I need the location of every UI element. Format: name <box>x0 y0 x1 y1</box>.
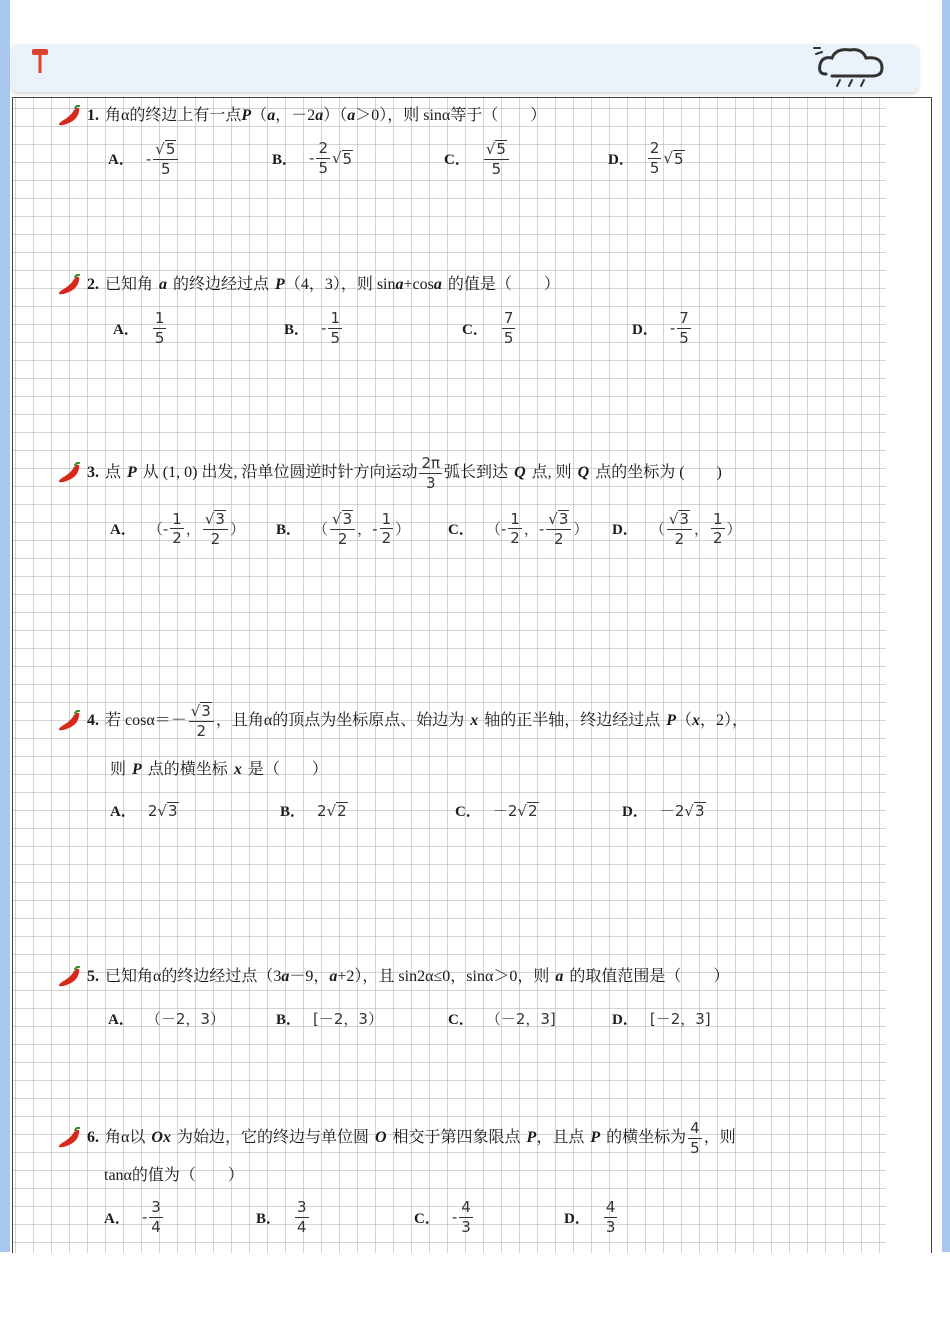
radicand: 3 <box>167 802 178 820</box>
option-a[interactable] <box>113 310 168 346</box>
radicand: 2 <box>337 802 347 820</box>
text: ）（ <box>323 107 348 124</box>
numerator: 1 <box>154 309 165 327</box>
question-6-line-2 <box>104 1168 244 1184</box>
option-label: C． <box>455 804 481 820</box>
chili-pepper-icon <box>57 710 81 732</box>
radicand: 5 <box>342 149 353 168</box>
question-text: 角α以 <box>105 1129 146 1146</box>
option-label: A． <box>108 1012 134 1028</box>
var-P: P <box>526 1129 537 1146</box>
paren: （ <box>485 520 501 538</box>
grid-worksheet <box>12 97 932 1253</box>
denominator: 2 <box>210 529 221 548</box>
var-a: a <box>281 968 290 985</box>
option-label: C． <box>414 1210 440 1227</box>
option-label: A． <box>110 804 136 820</box>
numerator: 7 <box>679 309 689 327</box>
fraction: √ 3 2 <box>330 510 355 547</box>
question-text: 角α的终边上有一点 <box>105 107 242 124</box>
fraction <box>688 1120 702 1156</box>
question-4-line-2 <box>110 762 328 778</box>
denominator: 4 <box>151 1217 161 1236</box>
sign: - <box>145 149 152 168</box>
option-c[interactable] <box>448 1008 556 1029</box>
option-label: A． <box>108 152 134 168</box>
chili-pepper-icon <box>57 105 81 127</box>
var-x: x <box>233 761 242 778</box>
var-alpha: a <box>159 276 168 293</box>
radicand: 3 <box>215 510 225 528</box>
question-number: 4. <box>87 711 99 729</box>
comma: ， <box>523 520 539 538</box>
radicand: 2 <box>527 802 538 820</box>
comma: ， <box>357 520 373 538</box>
radicand: 5 <box>496 140 506 158</box>
text: ，且点 <box>536 1129 585 1146</box>
fraction: √ 3 2 <box>189 702 214 739</box>
numerator: 1 <box>712 509 723 528</box>
radical: √ 5 <box>663 149 684 168</box>
chili-pepper-icon <box>57 966 81 988</box>
paren: （ <box>649 520 665 538</box>
var-Ox: Ox <box>151 1129 171 1146</box>
option-d[interactable] <box>612 1008 711 1029</box>
comma: ， <box>185 520 201 538</box>
radicand: 3 <box>558 510 569 528</box>
option-d[interactable] <box>622 800 706 821</box>
question-1 <box>57 105 546 127</box>
option-d[interactable] <box>608 140 685 176</box>
radicand: 3 <box>201 702 211 720</box>
fraction <box>170 511 184 547</box>
paren: ） <box>395 520 411 538</box>
var-P: P <box>666 711 677 729</box>
text: －9， <box>289 968 330 985</box>
top-toolbar <box>12 44 918 92</box>
text: 点, 则 <box>531 464 572 481</box>
numerator: 2 <box>649 139 660 157</box>
text: 的终边经过点 <box>173 276 270 293</box>
numerator: 1 <box>172 509 182 528</box>
option-c[interactable] <box>414 1199 475 1235</box>
var-a: a <box>329 968 338 985</box>
radical: √ 2 <box>517 801 538 820</box>
option-a[interactable] <box>108 1008 225 1029</box>
denominator: 2 <box>674 529 685 548</box>
var-alpha: a <box>395 276 404 293</box>
fraction <box>711 511 725 547</box>
option-label: B． <box>284 321 310 338</box>
question-text: 若 cosα＝－ <box>105 711 187 729</box>
fraction <box>316 140 330 176</box>
option-label: D． <box>612 1012 638 1028</box>
radical: √ 3 <box>684 801 705 820</box>
denominator: 5 <box>491 159 502 178</box>
denominator: 2 <box>337 529 348 548</box>
fraction <box>648 140 662 176</box>
sign: - <box>538 519 545 538</box>
fraction: √ 5 5 <box>484 140 509 177</box>
var-P: P <box>241 107 252 124</box>
denominator: 2 <box>172 529 182 547</box>
option-a[interactable] <box>110 800 179 821</box>
question-number: 3. <box>87 464 99 481</box>
var-x: x <box>470 711 479 729</box>
denominator: 5 <box>503 328 514 347</box>
text: tanα的值为（ ） <box>104 1167 244 1184</box>
denominator: 5 <box>679 328 689 347</box>
text: ，－2 <box>275 107 316 124</box>
question-text: 已知角 <box>105 276 154 293</box>
option-value: [－2，3） <box>313 1010 383 1028</box>
text: +cos <box>403 276 434 293</box>
text: 的值是（ ） <box>447 276 560 293</box>
question-number: 2. <box>87 276 99 293</box>
option-label: B． <box>280 804 306 820</box>
question-4 <box>57 702 748 739</box>
question-number: 5. <box>87 968 99 985</box>
chili-pepper-icon <box>57 462 81 484</box>
denominator: 2 <box>196 721 207 740</box>
sign: - <box>321 319 327 337</box>
var-Q: Q <box>514 464 526 481</box>
option-b[interactable] <box>272 140 353 176</box>
var-a: a <box>347 107 356 124</box>
paren: ） <box>573 520 589 538</box>
denominator: 2 <box>712 529 723 547</box>
fraction <box>459 1199 473 1235</box>
option-label: D． <box>632 321 658 338</box>
fraction <box>149 1199 163 1235</box>
numerator: 4 <box>690 1119 700 1137</box>
text: 的横坐标为 <box>606 1129 687 1146</box>
question-3 <box>57 455 722 491</box>
pin-icon[interactable] <box>30 47 50 80</box>
fraction <box>153 310 167 346</box>
question-2 <box>57 274 560 296</box>
text: ，且角α的顶点为坐标原点、始边为 <box>215 711 465 729</box>
paren: ） <box>726 520 742 538</box>
option-label: A． <box>104 1210 130 1227</box>
option-a[interactable] <box>108 140 180 177</box>
numerator: 3 <box>297 1198 307 1216</box>
option-d[interactable] <box>564 1199 619 1235</box>
option-label: B． <box>276 1012 302 1028</box>
denominator: 5 <box>161 159 171 178</box>
option-b[interactable] <box>256 1199 311 1235</box>
text: ，2）， <box>700 711 749 729</box>
var-a: a <box>315 107 324 124</box>
var-P: P <box>275 276 285 293</box>
var-O: O <box>374 1129 387 1146</box>
radical: √ 3 <box>157 801 178 820</box>
sign: - <box>372 519 378 538</box>
question-6 <box>57 1120 736 1156</box>
option-label: D． <box>612 522 638 538</box>
denominator: 2 <box>554 529 564 548</box>
denominator: 5 <box>649 158 660 177</box>
text: 从 (1, 0) 出发, 沿单位圆逆时针方向运动 <box>142 464 418 481</box>
fraction: √ 5 5 <box>153 140 178 177</box>
option-value: （－2，3） <box>145 1010 225 1028</box>
text: （4，3），则 sin <box>284 276 396 293</box>
coefficient: 2 <box>317 801 327 820</box>
option-b[interactable] <box>280 800 348 821</box>
question-text: 点 <box>105 464 122 481</box>
paren: （ <box>313 520 329 538</box>
chili-pepper-icon <box>57 274 81 296</box>
coefficient: 2 <box>147 801 158 820</box>
text: ，则 <box>703 1129 736 1146</box>
sign: - <box>309 149 315 167</box>
denominator: 5 <box>690 1138 700 1157</box>
numerator: 2 <box>318 139 328 157</box>
text: （ <box>251 107 268 124</box>
numerator: 1 <box>381 509 392 528</box>
coefficient: －2 <box>492 802 518 820</box>
var-alpha: a <box>433 276 442 293</box>
text: 轴的正半轴，终边经过点 <box>484 711 661 729</box>
fraction: √ 3 2 <box>667 510 692 547</box>
option-value: [－2，3] <box>649 1010 711 1028</box>
option-label: D． <box>608 151 634 168</box>
option-label: C． <box>448 1012 474 1028</box>
option-label: C． <box>448 522 474 538</box>
denominator: 2 <box>381 529 392 547</box>
fraction <box>502 310 516 346</box>
rain-cloud-icon <box>812 44 888 93</box>
question-5 <box>57 966 729 988</box>
text: ＞0），则 sinα等于（ ） <box>355 107 547 124</box>
sign: - <box>500 519 507 538</box>
option-label: C． <box>444 152 470 168</box>
option-c[interactable] <box>444 140 511 177</box>
var-a: a <box>267 107 276 124</box>
fraction <box>677 310 691 346</box>
denominator: 3 <box>425 473 436 492</box>
numerator: 3 <box>151 1198 161 1216</box>
option-a[interactable] <box>110 510 245 547</box>
radicand: 5 <box>673 149 684 168</box>
denominator: 5 <box>330 328 340 347</box>
numerator: 1 <box>510 509 520 528</box>
option-c[interactable] <box>455 800 539 821</box>
var-P: P <box>590 1129 601 1146</box>
option-label: A． <box>110 522 136 538</box>
var-P: P <box>127 464 137 481</box>
option-label: D． <box>622 804 648 820</box>
var-Q: Q <box>577 464 590 481</box>
option-d[interactable] <box>612 510 742 547</box>
var-P: P <box>132 761 142 778</box>
question-text: 已知角α的终边经过点（3 <box>105 968 282 985</box>
fraction: √ 3 2 <box>546 510 571 547</box>
chili-pepper-icon <box>57 1127 81 1149</box>
denominator: 4 <box>297 1217 307 1236</box>
var-a: a <box>555 968 564 985</box>
numerator: 4 <box>461 1198 471 1216</box>
coefficient: －2 <box>659 802 685 820</box>
numerator: 2π <box>421 454 441 472</box>
option-c[interactable] <box>462 310 517 346</box>
option-c[interactable] <box>448 510 588 547</box>
fraction: √ 3 2 <box>203 510 228 547</box>
text: 为始边，它的终边与单位圆 <box>176 1129 369 1146</box>
text: 是（ ） <box>247 761 328 778</box>
paren: ） <box>229 520 245 538</box>
numerator: 4 <box>605 1198 616 1216</box>
text: （ <box>676 711 693 729</box>
var-x: x <box>692 711 701 729</box>
sign: - <box>141 1208 148 1226</box>
option-a[interactable] <box>104 1199 165 1235</box>
option-d[interactable] <box>632 310 693 346</box>
fraction <box>328 310 342 346</box>
option-b[interactable] <box>284 310 344 346</box>
denominator: 5 <box>154 328 165 347</box>
left-sidebar-strip <box>0 0 10 1252</box>
fraction <box>508 511 522 547</box>
right-sidebar-strip <box>942 0 950 1252</box>
radicand: 3 <box>342 510 353 528</box>
radical: √ 5 <box>331 149 353 168</box>
text: +2），且 sin2α≤0，sinα＞0，则 <box>337 968 550 985</box>
option-label: A． <box>113 321 139 338</box>
sign: - <box>162 519 169 538</box>
option-label: B． <box>256 1210 282 1227</box>
denominator: 2 <box>510 529 520 547</box>
text: 点的坐标为 ( ) <box>595 464 722 481</box>
option-value: （－2，3] <box>485 1010 556 1028</box>
denominator: 3 <box>605 1217 616 1236</box>
paren: （ <box>147 520 163 538</box>
radicand: 3 <box>694 802 705 820</box>
denominator: 5 <box>318 158 328 177</box>
question-number: 1. <box>87 107 99 124</box>
fraction <box>295 1199 309 1235</box>
text: 弧长到达 <box>444 464 509 481</box>
text: 的取值范围是（ ） <box>569 968 730 985</box>
option-b[interactable] <box>276 510 410 547</box>
comma: ， <box>693 520 709 538</box>
fraction <box>419 455 442 491</box>
option-b[interactable] <box>276 1008 383 1029</box>
text: 相交于第四象限点 <box>392 1129 521 1146</box>
sign: - <box>669 319 676 337</box>
option-label: D． <box>564 1210 590 1227</box>
text: 点的横坐标 <box>147 761 228 778</box>
option-label: C． <box>462 321 488 338</box>
fraction <box>604 1199 618 1235</box>
radicand: 3 <box>679 510 689 528</box>
radical: √ 2 <box>326 801 347 820</box>
numerator: 7 <box>503 309 514 327</box>
text: 则 <box>110 761 127 778</box>
option-label: B． <box>272 151 298 168</box>
radicand: 5 <box>165 140 176 158</box>
sign: - <box>451 1208 458 1226</box>
fraction <box>380 511 394 547</box>
denominator: 3 <box>461 1217 471 1236</box>
numerator: 1 <box>330 309 340 327</box>
option-label: B． <box>276 522 302 538</box>
question-number: 6. <box>87 1129 99 1146</box>
